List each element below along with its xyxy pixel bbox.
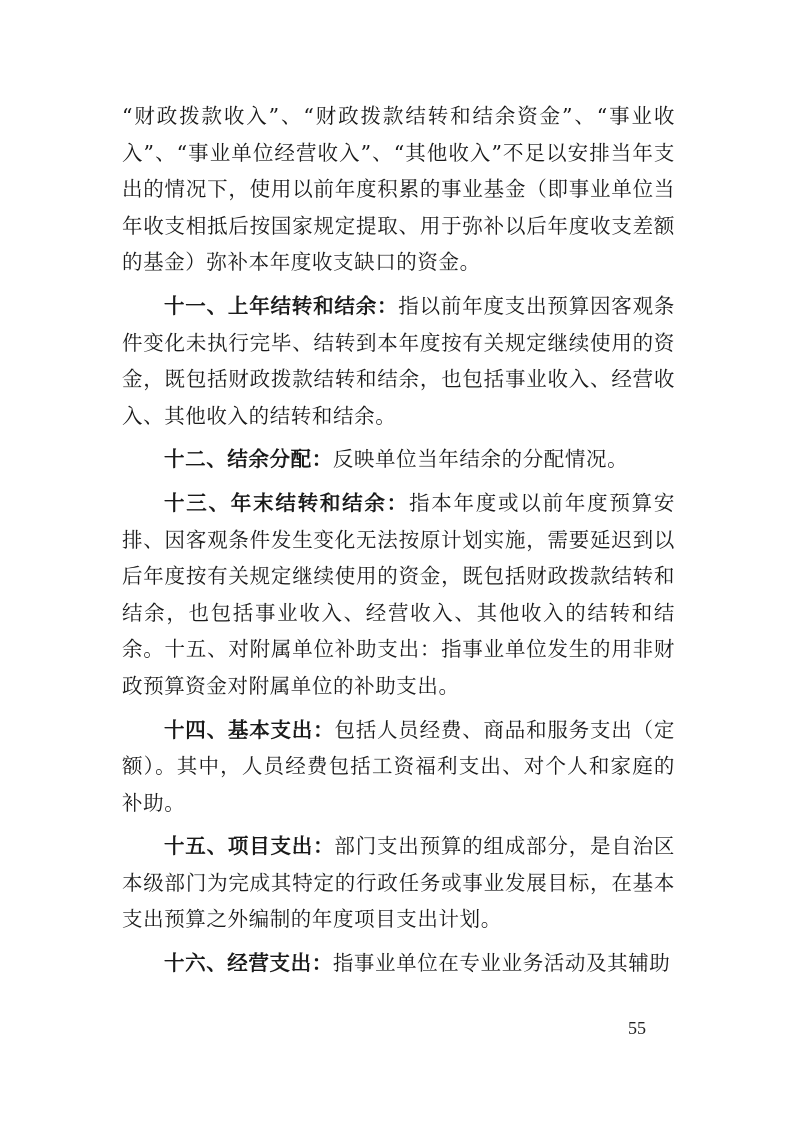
paragraph-term: 十二、结余分配： xyxy=(164,447,333,472)
paragraph-surplus-distribution xyxy=(122,441,675,478)
paragraph-term: 十五、项目支出： xyxy=(164,834,335,859)
paragraph-text: 指本年度或以前年度预算安排、因客观条件发生变化无法按原计划实施，需要延迟到以后年度按有关规定继续使用的资金，既包括财政拨款结转和结余，也包括事业收入、经营收入、其他收入的结转和结余。十五、对附属单位补助支出：指事业单位发生的用非财政预算资金对附属单位的补助支出。 xyxy=(122,490,675,698)
paragraph-carryover-balance xyxy=(122,288,675,434)
paragraph-continuation xyxy=(122,98,675,281)
paragraph-text: 指以前年度支出预算因客观条件变化未执行完毕、结转到本年度按有关规定继续使用的资金，既包括财政拨款结转和结余，也包括事业收入、经营收入、其他收入的结转和结余。 xyxy=(122,293,675,428)
paragraph-term: 十四、基本支出： xyxy=(164,717,335,742)
paragraph-text: 反映单位当年结余的分配情况。 xyxy=(332,447,629,472)
page-number: 55 xyxy=(628,1018,646,1038)
paragraph-term: 十一、上年结转和结余： xyxy=(164,293,399,318)
paragraph-term: 十三、年末结转和结余： xyxy=(164,490,409,515)
paragraph-operating-expenditure xyxy=(122,945,675,982)
paragraph-text: 包括人员经费、商品和服务支出（定额）。其中，人员经费包括工资福利支出、对个人和家庭的补助。 xyxy=(122,717,675,815)
paragraph-year-end-balance xyxy=(122,485,675,705)
document-body xyxy=(122,98,675,982)
paragraph-term: 十六、经营支出： xyxy=(164,951,333,976)
paragraph-project-expenditure xyxy=(122,828,675,938)
paragraph-basic-expenditure xyxy=(122,712,675,822)
paragraph-text: 指事业单位在专业业务活动及其辅助 xyxy=(332,951,671,976)
paragraph-text: “财政拨款收入”、“财政拨款结转和结余资金”、“事业收入”、“事业单位经营收入”、“其他收入”不足以安排当年支出的情况下，使用以前年度积累的事业基金（即事业单位当年收支相抵后按国家规定提取、用于弥补以后年度收支差额的基金）弥补本年度收支缺口的资金。 xyxy=(122,104,675,275)
paragraph-text: 部门支出预算的组成部分，是自治区本级部门为完成其特定的行政任务或事业发展目标，在基本支出预算之外编制的年度项目支出计划。 xyxy=(122,834,675,932)
